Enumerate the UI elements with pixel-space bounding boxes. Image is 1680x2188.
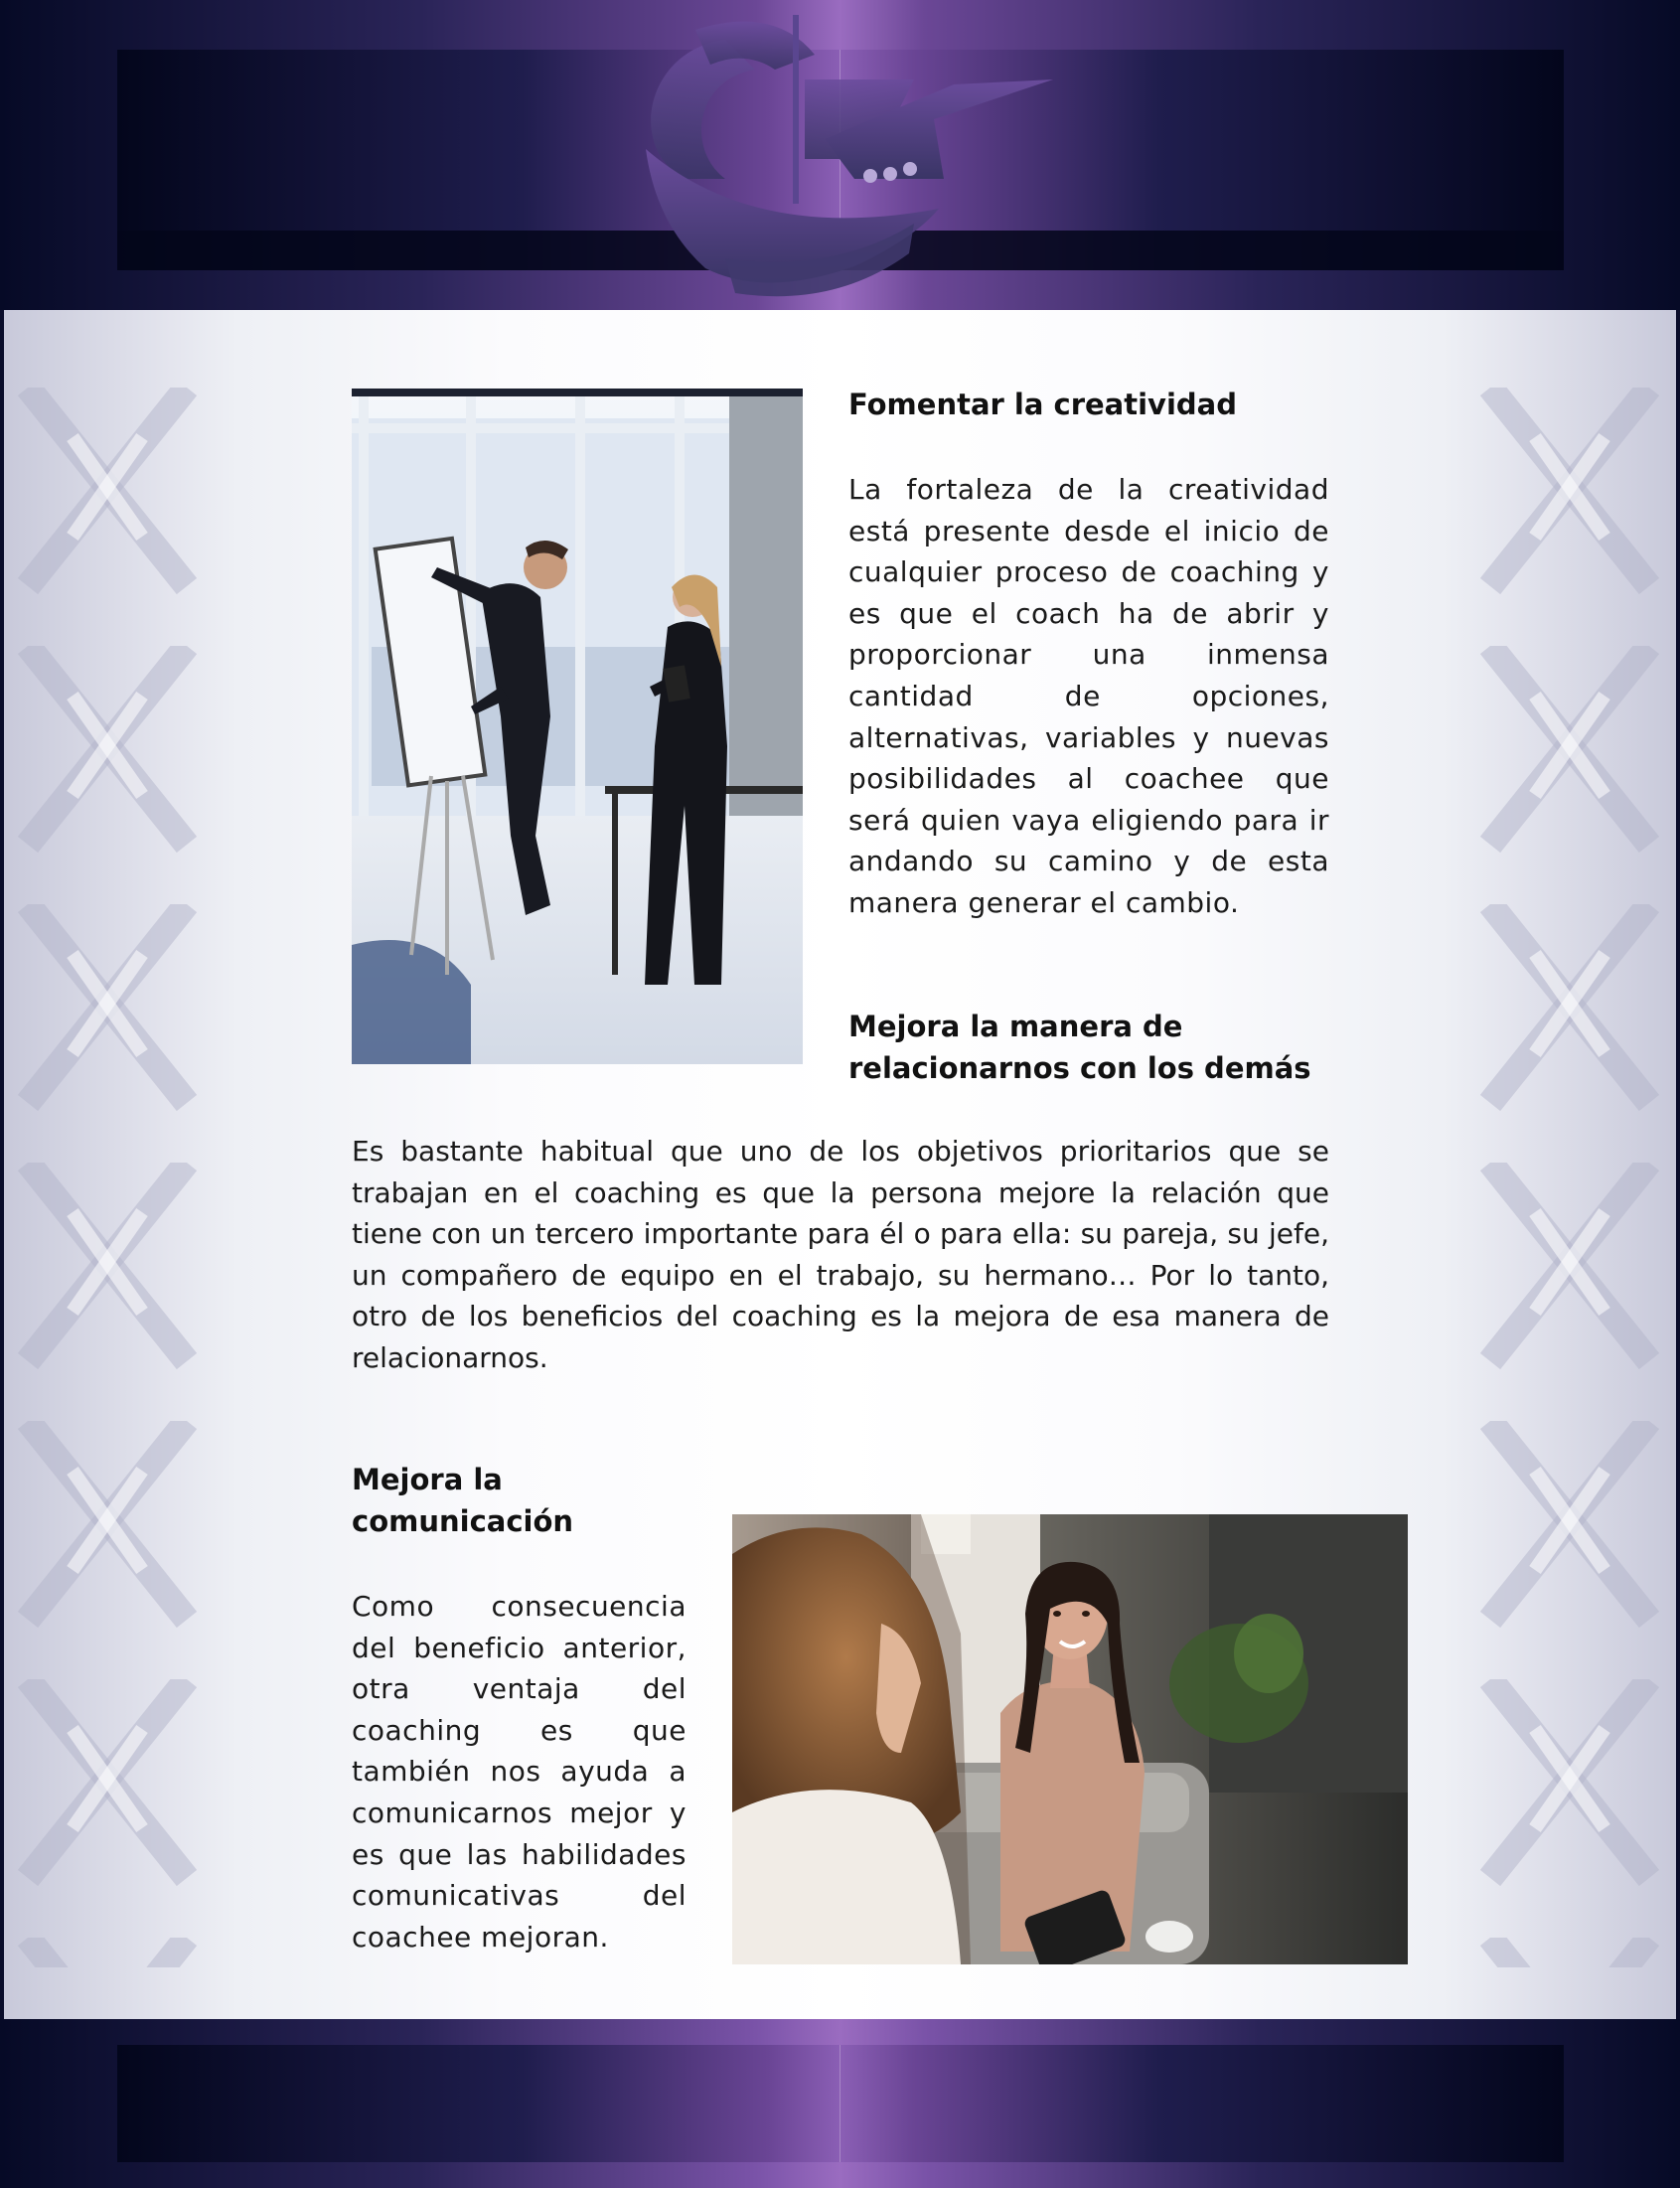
ship-logo-icon [616,10,1073,308]
section-title-relaciones: Mejora la manera de relacionarnos con los demás [848,1010,1311,1085]
section-body-comunicacion: Como consecuencia del beneficio anterior, otra ventaja del coaching es que también nos ayuda a comunicarnos mejor y es que las habilidades comunicativas del coachee mejoran. [352,1590,687,1954]
section-body-relaciones: Es bastante habitual que uno de los objetivos prioritarios que se trabajan en el coaching es que la persona mejore la relación que tiene con un tercero importante para él o para ella: su pareja, su jefe, un compañero de equipo en el trabajo, su hermano… Por lo tanto, otro de los beneficios del coaching es la mejora de esa manera de relacionarnos. [352,1135,1329,1374]
section-title-creatividad: Fomentar la creatividad [848,388,1237,421]
coaching-conversation-photo [732,1514,1408,1964]
section-body-creatividad: La fortaleza de la creatividad está presente desde el inicio de cualquier proceso de coaching y es que el coach ha de abrir y proporcionar una inmensa cantidad de opciones, alternativas, variables y nuevas posibilidades al coachee que será quien vaya eligiendo para ir andando su camino y de esta manera generar el cambio. [848,473,1329,919]
footer-panel [117,2045,1564,2162]
diamond-pattern-left [18,388,197,1967]
section-title-comunicacion: Mejora la comunicación [352,1463,574,1538]
office-whiteboard-photo [352,389,803,1064]
diamond-pattern-right [1480,388,1659,1967]
